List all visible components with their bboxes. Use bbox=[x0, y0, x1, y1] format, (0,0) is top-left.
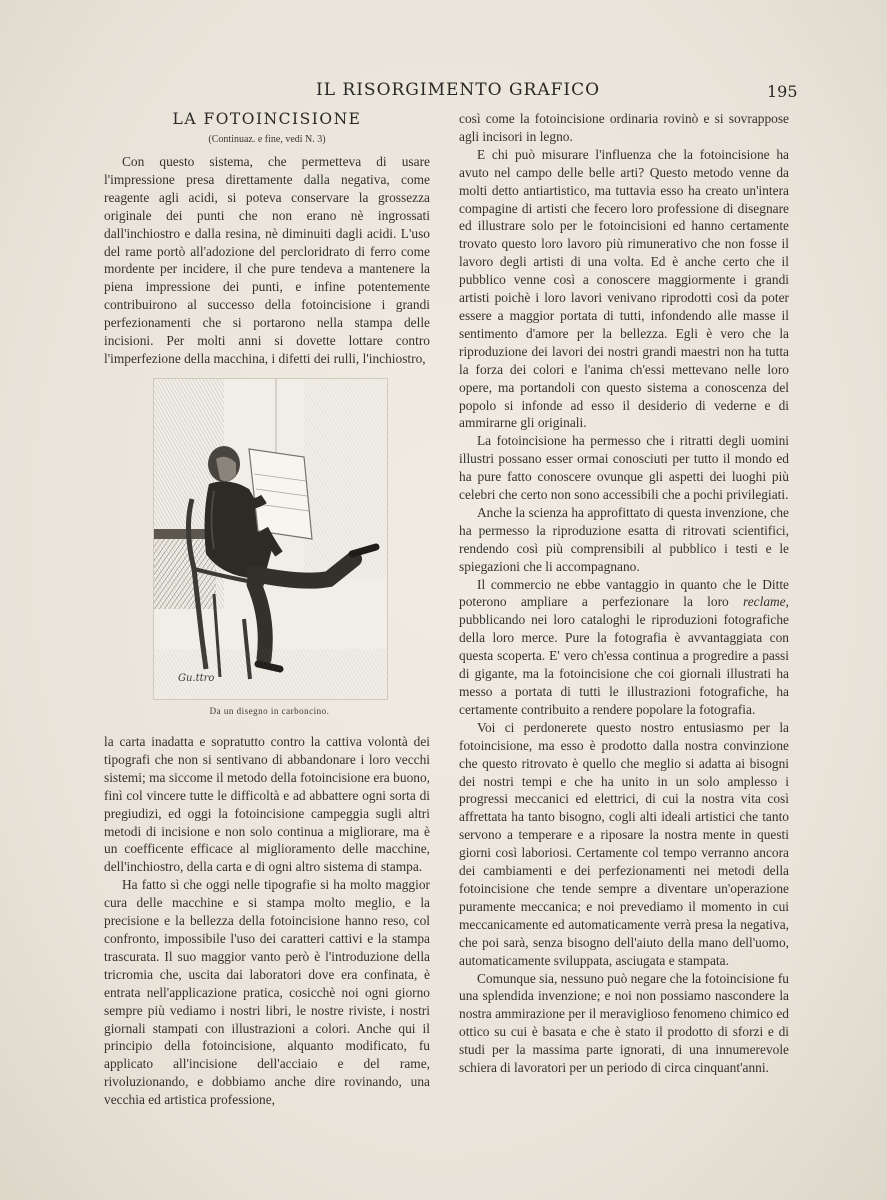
paragraph: così come la fotoincisione ordinaria rovinò e si sovrappose agli incisori in legno. bbox=[459, 111, 789, 144]
text-run: , pubblicando nei loro cataloghi le riproduzioni fotografiche della loro merce. Pure la fotografia è avvantaggiata con questa scoperta. E' vero ch'essa continua a progredire a passi di gigante, ma la fotoincisione che coi giornali illustrati ha messo a portata di tutti le illustrazioni fotografiche, ha certamente contribuito a rendere popolare la fotografia. bbox=[459, 594, 789, 717]
paragraph: Ha fatto sì che oggi nelle tipografie si ha molto maggior cura delle macchine e si stampa molto meglio, e la precisione e la bellezza della fotoincisione hanno reso, col confronto, impossibile l'uso dei caratteri cattivi e la stampa trascurata. Il suo maggior vanto però è l'introduzione della tricromia che, uscita dai laboratori dove era confinata, è entrata nell'applicazione pratica, cosicchè noi ogni giorno sempre più vediamo i nostri libri, le nostre riviste, i nostri giornali stampati con illustrazioni a colori. Anche qui il principio della fotoincisione, alquanto modificato, fu applicato all'incisione dell'acciaio e del rame, rivoluzionando, e dobbiamo anche dire rovinando, una vecchia ed artistica professione, bbox=[104, 877, 430, 1108]
running-head: IL RISORGIMENTO GRAFICO bbox=[316, 80, 601, 100]
paragraph: la carta inadatta e sopratutto contro la cattiva volontà dei tipografi che non si sentivano di abbandonare i loro vecchi sistemi; ma siccome il metodo della fotoincisione era buono, finì col vincere tutte le difficoltà e ad abbattere ogni sorta di pregiudizi, ed oggi la fotoincisione campeggia sugli altri metodi di incisione e non solo continua a migliorare, ma è un coefficente efficace al miglioramento delle macchine, dell'inchiostro, della carta e di ogni altro sistema di stampa. bbox=[104, 734, 430, 875]
paragraph: La fotoincisione ha permesso che i ritratti degli uomini illustri possano esser ormai conosciuti per tutto il mondo ed ha pure fatto conoscere ovunque gli aspetti dei luoghi più celebri che certo non sono accessibili che a pochi privilegiati. bbox=[459, 433, 789, 503]
article-title: LA FOTOINCISIONE bbox=[172, 110, 362, 128]
text-run: Il commercio ne ebbe vantaggio in quanto che le Ditte poterono ampliare a perfezionare la loro bbox=[459, 576, 789, 610]
article-subtitle: (Continuaz. e fine, vedi N. 3) bbox=[208, 134, 326, 145]
left-column-bottom bbox=[104, 733, 430, 1109]
page-number: 195 bbox=[767, 82, 798, 101]
paragraph bbox=[459, 576, 789, 719]
paragraph: Voi ci perdonerete questo nostro entusiasmo per la fotoincisione, ma esso è prodotto dalla nostra convinzione che questo ritrovato è quello che meglio si adatta ai bisogni dei nostri tempi e che ha unito in un solo amplesso i progressi meccanici ed elettrici, di cui la nostra vita così affrettata ha tanto bisogno, cogli alti ideali artistici che tanto servono a temperare e a riposare la nostra mente in questi giorni così laboriosi. Certamente col tempo verranno ancora dei cambiamenti e dei perfezionamenti nei metodi della fotoincisione che tende sempre a diventare un'operazione puramente meccanica; e noi prevediamo il momento in cui meccanicamente ed automaticamente verrà presa la negativa, che poi sarà, senza bisogno dell'aiuto della mano dell'uomo, automaticamente sviluppata, asciugata e stampata. bbox=[459, 719, 789, 968]
illustration bbox=[153, 378, 388, 700]
charcoal-drawing-of-seated-man-reading bbox=[154, 379, 387, 699]
left-column-top bbox=[104, 153, 430, 368]
paragraph: Con questo sistema, che permetteva di usare l'impressione presa direttamente dalla negativa, come reagente agli acidi, si poteva conservare la grossezza originale dei punti che non erano nè ingrossati dall'inchiostro e dalla resina, nè diminuiti dagli acidi. L'uso del rame portò all'adozione del percloridrato di ferro come mordente per incidere, il che pure tendeva a mantenere la piena impressione dei punti, e infine potentemente contribuirono al successo della fotoincisione i grandi perfezionamenti che si portarono nella stampa delle incisioni. Per molti anni si dovette lottare contro l'imperfezione della macchina, i difetti dei rulli, l'inchiostro, bbox=[104, 154, 430, 366]
paragraph: E chi può misurare l'influenza che la fotoincisione ha avuto nel campo delle belle arti? Questo metodo venne da molti detto antiartistico, ma tuttavia esso ha creato un'intera compagine di artisti che fecero loro professione di disegnare ed illustrare solo per le fotoincisioni ed hanno certamente trovato questo loro lavoro più rimunerativo che non fosse il lavoro degli artisti di una volta. Ed è anche certo che il pubblico venne così a conoscere maggiormente i grandi artisti poichè i loro lavori venivano riprodotti così da poter essere a maggior portata di tutti, infondendo alle masse il sentimento d'amore per la bellezza. Egli è vero che la riproduzione dei lavori dei nostri grandi maestri non ha tutta la forza dei colori e l'anima ch'essi mettevano nelle loro opere, ma portandoli con questo sistema a conoscenza del popolo si infonde ad esso il desiderio di vederne e di ammirarne gli originali. bbox=[459, 146, 789, 431]
italic-word: reclame bbox=[743, 594, 786, 610]
right-column bbox=[459, 110, 789, 1077]
illustration-caption: Da un disegno in carboncino. bbox=[209, 706, 330, 716]
artist-signature: Gu.ttro bbox=[178, 673, 215, 684]
paragraph: Anche la scienza ha approfittato di questa invenzione, che ha permesso la riproduzione esatta di ritrovati scientifici, rendendo così più comprensibili al pubblico i testi e le spiegazioni che li accompagnano. bbox=[459, 504, 789, 574]
paragraph: Comunque sia, nessuno può negare che la fotoincisione fu una splendida invenzione; e noi non possiamo nascondere la nostra ammirazione per il meraviglioso fenomeno chimico ed ottico su cui è basata e che è stato il prodotto di sforzi e di studi per la massima parte ignorati, di una innumerevole schiera di lavoratori per un periodo di circa cinquant'anni. bbox=[459, 970, 789, 1076]
